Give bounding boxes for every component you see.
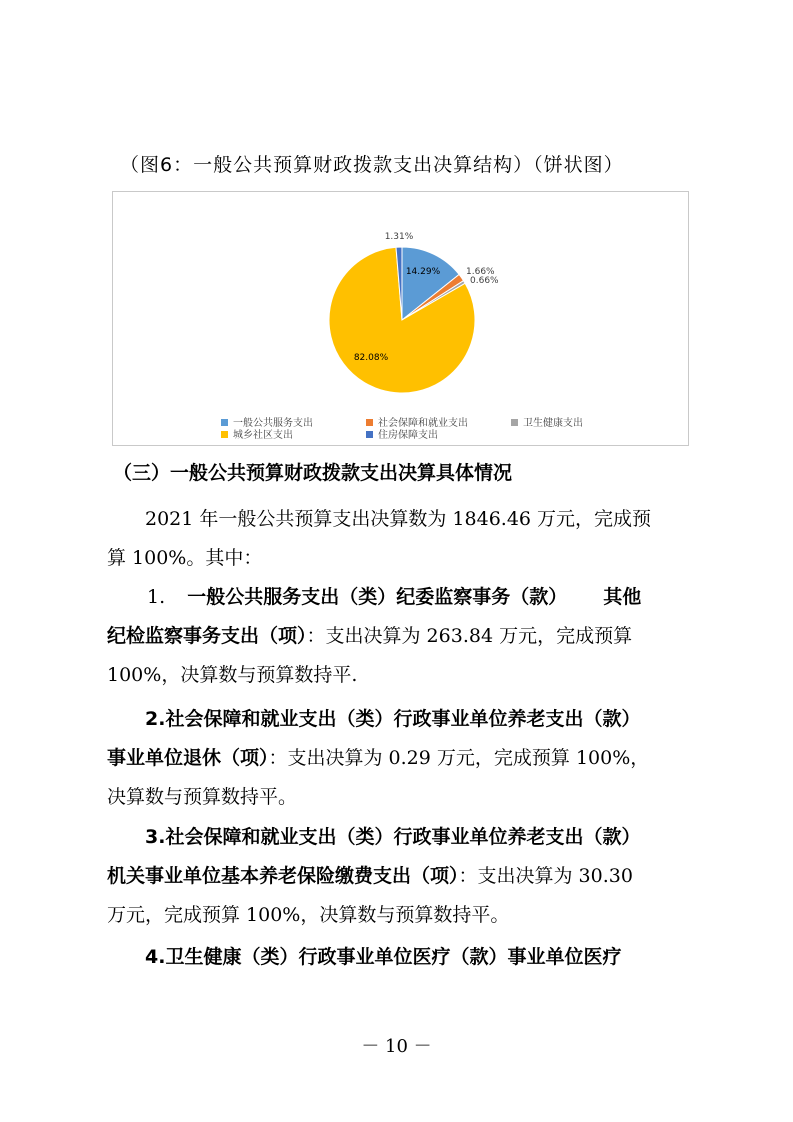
item-4-title-a: 4.卫生健康（类）行政事业单位医疗（款）事业单位医疗 [145, 946, 622, 968]
intro-paragraph [107, 500, 687, 578]
legend-item-general-public-services: 一般公共服务支出 [221, 414, 313, 429]
item-3-line-3: 万元，完成预算 100%，决算数与预算数持平。 [107, 904, 510, 926]
item-2 [107, 700, 687, 817]
item-1-line-3: 100%，决算数与预算数持平. [107, 664, 358, 686]
page-number: － 10 － [361, 1036, 432, 1057]
item-2-title-b: 事业单位退休（项） [107, 747, 269, 769]
legend-item-social-security: 社会保障和就业支出 [366, 414, 468, 429]
item-1-rest: ：支出决算为 263.84 万元，完成预算 [306, 625, 633, 647]
pie-chart [112, 191, 689, 446]
slice-housing-label: 1.31% [384, 232, 414, 242]
item-4 [107, 938, 687, 977]
item-2-rest: ：支出决算为 0.29 万元，完成预算 100%， [268, 747, 650, 769]
slice-urban-rural-label: 82.08% [353, 353, 389, 363]
intro-line-1: 2021 年一般公共预算支出决算数为 1846.46 万元，完成预 [145, 508, 652, 530]
legend-item-urban-rural: 城乡社区支出 [221, 426, 293, 441]
legend-swatch [221, 419, 228, 426]
item-1-line-2 [107, 617, 687, 656]
legend-item-housing: 住房保障支出 [366, 426, 438, 441]
item-3-title-b: 机关事业单位基本养老保险缴费支出（项） [107, 865, 459, 887]
item-3 [107, 818, 687, 935]
legend-item-health: 卫生健康支出 [511, 414, 583, 429]
legend-swatch [511, 419, 518, 426]
item-2-line-2 [107, 739, 687, 778]
figure-caption: （图6：一般公共预算财政拨款支出决算结构）（饼状图） [120, 154, 624, 176]
item-1-number: 1. [147, 586, 166, 608]
intro-line-2: 算 100%。其中： [107, 547, 263, 569]
item-3-line-2 [107, 857, 687, 896]
slice-general-public-services-label: 14.29% [405, 267, 441, 277]
section-heading: （三）一般公共预算财政拨款支出决算具体情况 [113, 462, 513, 484]
pie-chart-svg [113, 192, 690, 447]
item-1-title-a: 一般公共服务支出（类）纪委监察事务（款） [187, 586, 568, 608]
item-1-line-1 [107, 578, 687, 617]
item-1-title-c: 纪检监察事务支出（项） [107, 625, 307, 647]
legend-swatch [221, 431, 228, 438]
item-2-line-3: 决算数与预算数持平。 [107, 786, 298, 808]
slice-social-security-label: 1.66% [466, 267, 495, 277]
slice-health-label: 0.66% [470, 276, 499, 286]
legend-swatch [366, 431, 373, 438]
item-3-rest: ：支出决算为 30.30 [458, 865, 633, 887]
item-3-title-a: 3.社会保障和就业支出（类）行政事业单位养老支出（款） [145, 826, 641, 848]
item-1-title-b: 其他 [603, 586, 642, 608]
item-1 [107, 578, 687, 695]
item-2-title-a: 2.社会保障和就业支出（类）行政事业单位养老支出（款） [145, 708, 641, 730]
legend-swatch [366, 419, 373, 426]
